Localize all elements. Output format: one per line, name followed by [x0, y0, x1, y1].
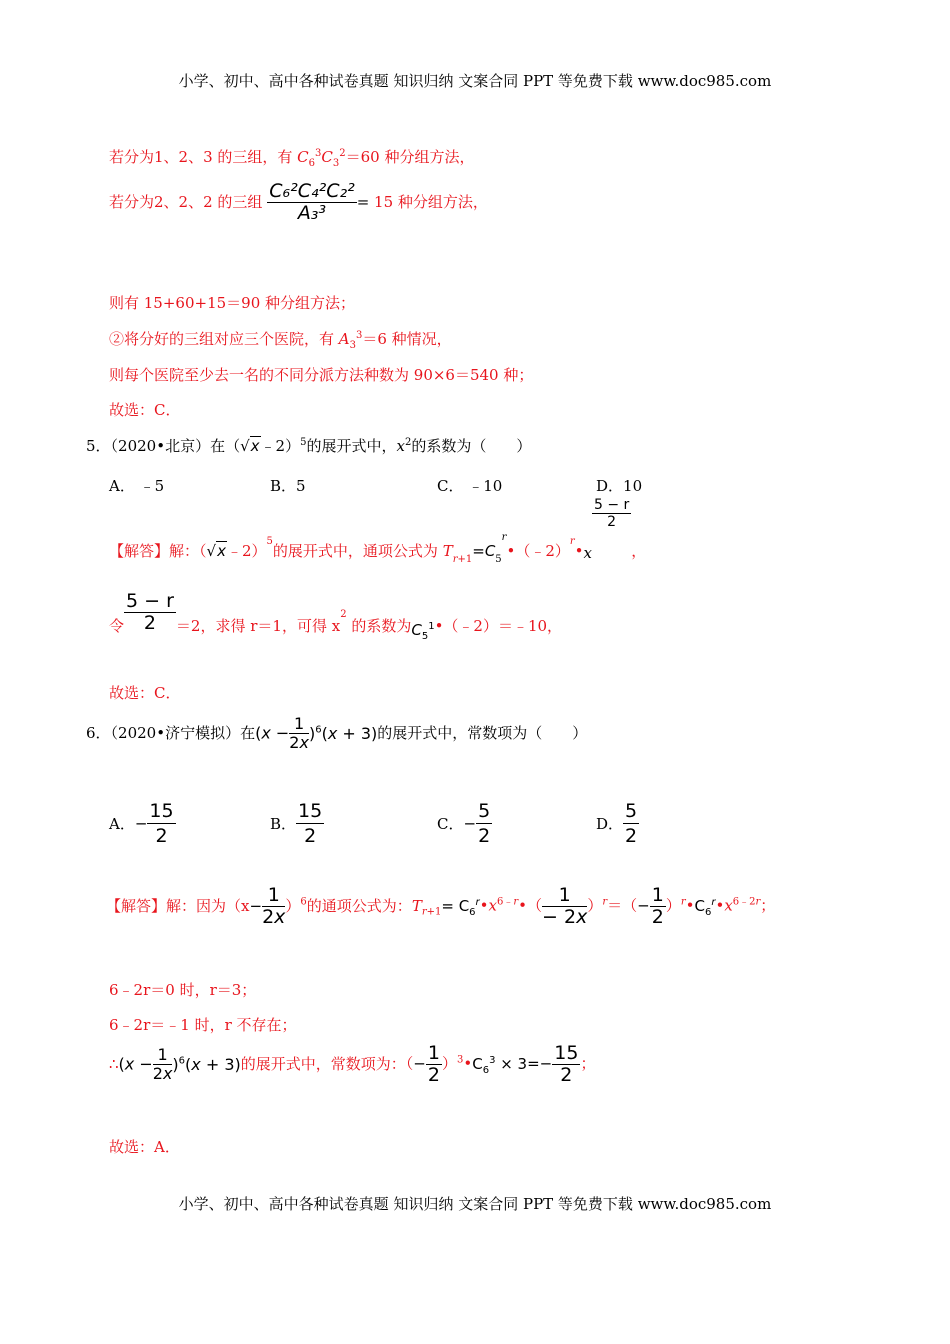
- sol4-line6: 故选：C．: [109, 401, 181, 419]
- sol4-line3: 则有 15+60+15＝90 种分组方法；: [109, 294, 356, 312]
- sol5-line1: 【解答】解：（√x﹣2）$^5$的展开式中，通项公式为 $T_{r+1}=C_5^r•(﹣2)^r•x$ $\frac{5 - r}{2}$ ，: [109, 497, 647, 565]
- sol4-line4: ②将分好的三组对应三个医院，有 $A_3^3=6$ 种情况，: [109, 330, 452, 351]
- q6-option-d[interactable]: D． $\frac{5}{2}$: [596, 800, 638, 847]
- sol6-line3: 6﹣2r＝﹣1 时，r 不存在；: [109, 1016, 297, 1034]
- sol6-line2: 6﹣2r＝0 时，r＝3；: [109, 981, 257, 999]
- sol4-line1: 若分为1、2、3 的三组，有 $C_6^3C_3^2=60$ 种分组方法，: [109, 148, 475, 169]
- q6-option-b[interactable]: B． $\frac{15}{2}$: [270, 800, 323, 847]
- q6-option-a[interactable]: A．− $\frac{15}{2}$: [109, 800, 174, 847]
- q5-option-a[interactable]: A． ﹣5: [109, 477, 165, 495]
- q5-option-c[interactable]: C． ﹣10: [437, 477, 503, 495]
- sol6-line1: 【解答】解：因为（x− $\frac{1}{2x}$ ）$^6$的通项公式为：$T_{r+1}=$ $C_6^r•x^{6﹣r}•$（ $\frac{1}{- 2x}$ ）$^r$＝（− $\frac{1}{2}$ ）$^r•C_6^r•x^{6﹣2r}$；: [106, 884, 776, 928]
- q6-fraction: $\frac{1}{2x}$: [289, 714, 309, 752]
- sol6-line5: 故选：A．: [109, 1138, 180, 1156]
- sol5-line2: 令 $\frac{5 - r}{2}$ ＝2，求得 r＝1，可得 $x^2$ 的系数为$C_5^1•(﹣2)=﹣10$，: [109, 590, 563, 642]
- sol6-line4: ∴(x − $\frac{1}{2x}$ )$^6$(x + 3)的展开式中，常数项为：（− $\frac{1}{2}$ ）$^3•C_6^3 \times 3=-$ $\frac{15}{2}$ ；: [109, 1042, 596, 1086]
- sol4-line5: 则每个医院至少去一名的不同分派方法种数为 90×6＝540 种；: [109, 366, 534, 384]
- q5-option-b[interactable]: B．5: [270, 477, 306, 495]
- q6-stem: 6．（2020•济宁模拟）在(x − $\frac{1}{2x}$ )$^6$(x + 3)的展开式中，常数项为（ ）: [86, 714, 588, 752]
- page-footer: 小学、初中、高中各种试卷真题 知识归纳 文案合同 PPT 等免费下载 www.doc985.com: [178, 1195, 772, 1213]
- sol5-exponent-fraction: $\frac{5 - r}{2}$: [593, 497, 630, 530]
- q5-option-d[interactable]: D．10: [596, 477, 643, 495]
- page-header: 小学、初中、高中各种试卷真题 知识归纳 文案合同 PPT 等免费下载 www.doc985.com: [178, 72, 772, 90]
- q6-option-c[interactable]: C．− $\frac{5}{2}$: [437, 800, 491, 847]
- sol4-fraction: $\frac{\text{C₆²C₄²C₂²}}{\text{A₃³}}$: [269, 180, 355, 224]
- sol4-line2: 若分为2、2、2 的三组 $\frac{\text{C₆²C₄²C₂²}}{\text{A₃³}}$ = 15 种分组方法，: [109, 180, 488, 224]
- sol5-line3: 故选：C．: [109, 684, 181, 702]
- sol5-fraction: $\frac{5 - r}{2}$: [126, 590, 174, 634]
- q5-stem: 5．（2020•北京）在（√x﹣2）$^5$的展开式中，$x^2$的系数为（ ）: [86, 437, 532, 455]
